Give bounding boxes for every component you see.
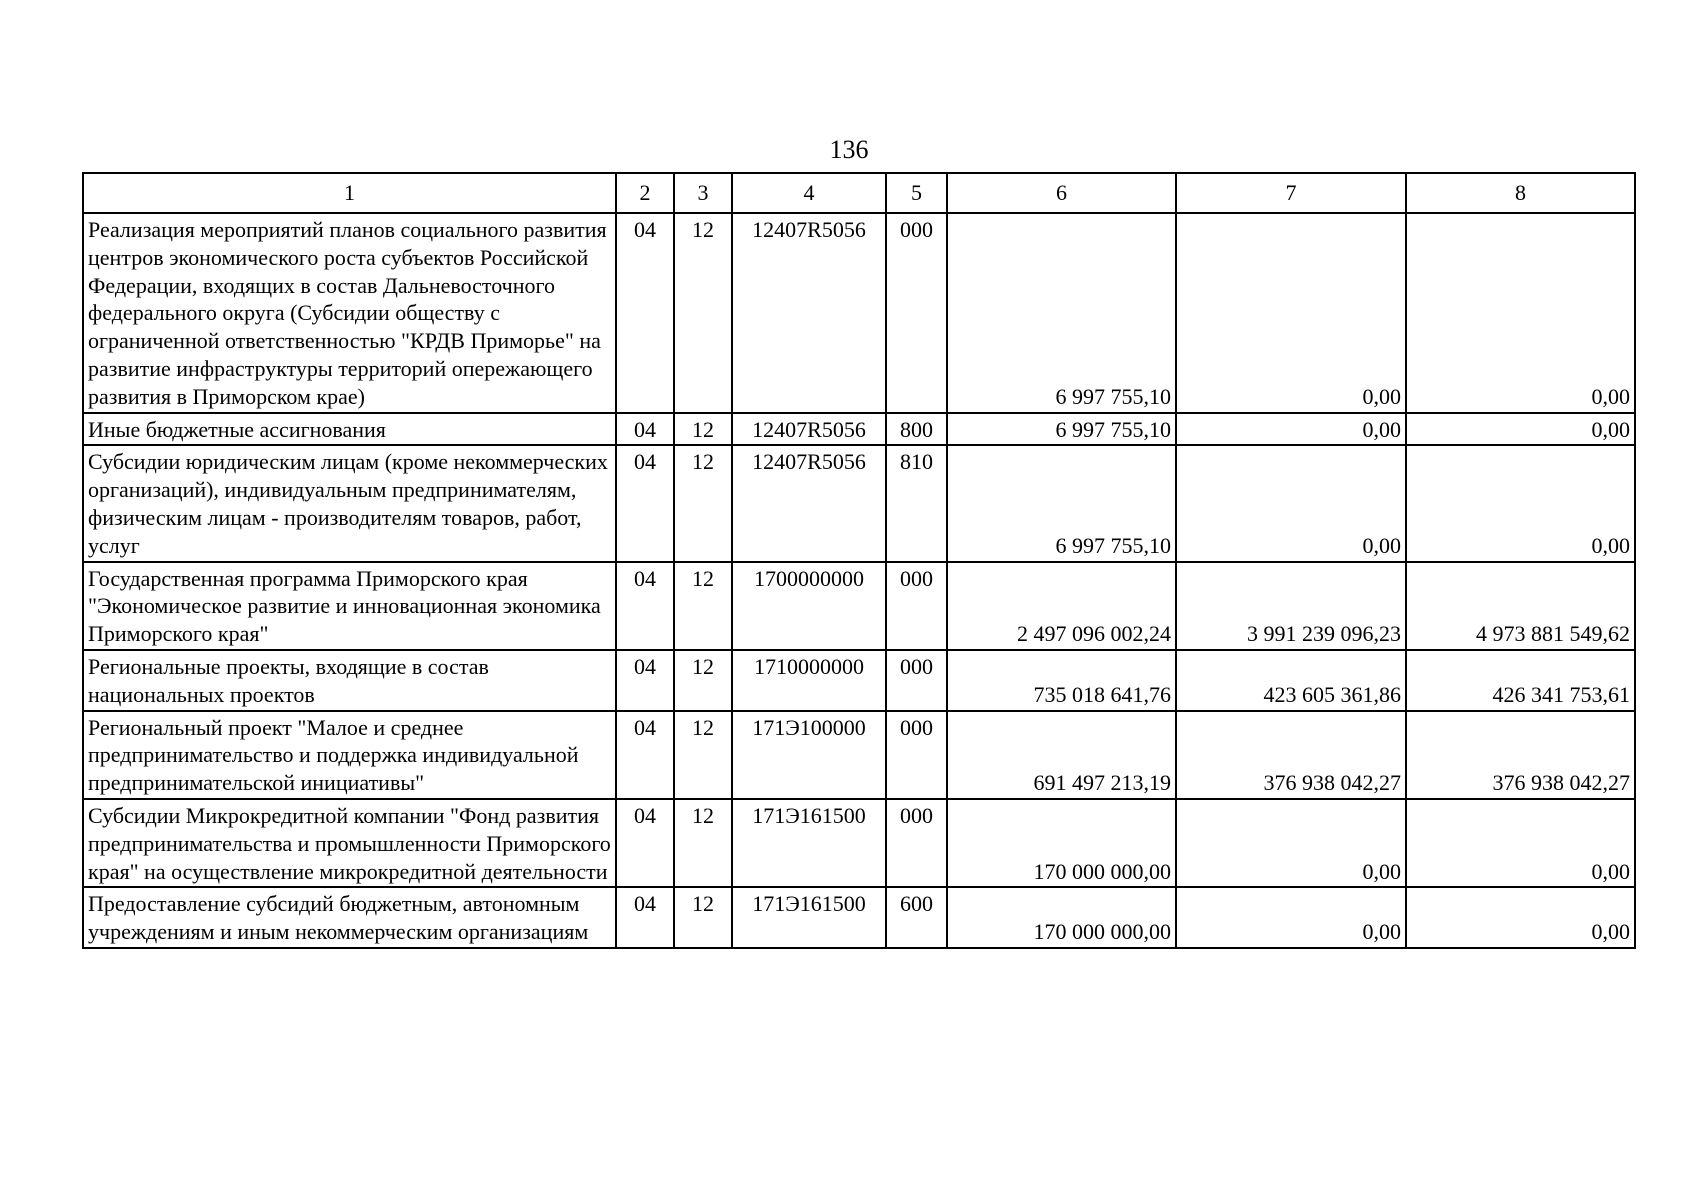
amount-col7: 423 605 361,86 — [1176, 650, 1406, 711]
table-row — [83, 799, 1635, 887]
section-code: 04 — [616, 413, 674, 446]
header-cell: 8 — [1406, 173, 1635, 213]
table-row — [83, 562, 1635, 650]
section-code: 04 — [616, 445, 674, 561]
header-cell: 6 — [947, 173, 1176, 213]
page-number: 136 — [829, 135, 869, 164]
amount-col7: 376 938 042,27 — [1176, 711, 1406, 799]
header-cell: 1 — [83, 173, 616, 213]
amount-col8: 0,00 — [1406, 887, 1635, 948]
amount-col8: 0,00 — [1406, 213, 1635, 413]
amount-col6: 735 018 641,76 — [947, 650, 1176, 711]
amount-col7: 0,00 — [1176, 413, 1406, 446]
item-name: Региональные проекты, входящие в состав национальных проектов — [83, 650, 616, 711]
amount-col7: 3 991 239 096,23 — [1176, 562, 1406, 650]
item-name: Реализация мероприятий планов социального развития центров экономического роста субъектов Российской Федерации, входящих в состав Дальневосточного федерального округа (Субсидии обществу с ограниченной ответственностью "КРДВ Приморье" на развитие инфраструктуры территорий опережающего развития в Приморском крае) — [83, 213, 616, 413]
item-name: Предоставление субсидий бюджетным, автономным учреждениям и иным некоммерческим организациям — [83, 887, 616, 948]
header-cell: 3 — [674, 173, 732, 213]
item-name: Иные бюджетные ассигнования — [83, 413, 616, 446]
header-cell: 2 — [616, 173, 674, 213]
header-cell: 7 — [1176, 173, 1406, 213]
amount-col6: 6 997 755,10 — [947, 413, 1176, 446]
amount-col6: 170 000 000,00 — [947, 887, 1176, 948]
target-article-code: 171Э161500 — [732, 799, 886, 887]
amount-col7: 0,00 — [1176, 213, 1406, 413]
expense-type-code: 000 — [886, 213, 947, 413]
expense-type-code: 000 — [886, 711, 947, 799]
table-row — [83, 445, 1635, 561]
amount-col7: 0,00 — [1176, 799, 1406, 887]
table-row — [83, 213, 1635, 413]
expense-type-code: 000 — [886, 650, 947, 711]
item-name: Субсидии юридическим лицам (кроме некоммерческих организаций), индивидуальным предпринимателям, физическим лицам - производителям товаров, работ, услуг — [83, 445, 616, 561]
budget-table — [82, 172, 1636, 949]
amount-col6: 6 997 755,10 — [947, 445, 1176, 561]
item-name: Региональный проект "Малое и среднее предпринимательство и поддержка индивидуальной предпринимательской инициативы" — [83, 711, 616, 799]
amount-col8: 376 938 042,27 — [1406, 711, 1635, 799]
target-article-code: 1710000000 — [732, 650, 886, 711]
amount-col8: 0,00 — [1406, 799, 1635, 887]
item-name: Государственная программа Приморского края "Экономическое развитие и инновационная экономика Приморского края" — [83, 562, 616, 650]
subsection-code: 12 — [674, 213, 732, 413]
expense-type-code: 810 — [886, 445, 947, 561]
table-row — [83, 887, 1635, 948]
subsection-code: 12 — [674, 562, 732, 650]
expense-type-code: 600 — [886, 887, 947, 948]
target-article-code: 12407R5056 — [732, 445, 886, 561]
expense-type-code: 800 — [886, 413, 947, 446]
section-code: 04 — [616, 650, 674, 711]
section-code: 04 — [616, 213, 674, 413]
amount-col8: 4 973 881 549,62 — [1406, 562, 1635, 650]
amount-col7: 0,00 — [1176, 887, 1406, 948]
subsection-code: 12 — [674, 650, 732, 711]
target-article-code: 171Э161500 — [732, 887, 886, 948]
expense-type-code: 000 — [886, 799, 947, 887]
amount-col6: 691 497 213,19 — [947, 711, 1176, 799]
section-code: 04 — [616, 799, 674, 887]
subsection-code: 12 — [674, 711, 732, 799]
section-code: 04 — [616, 562, 674, 650]
header-cell: 5 — [886, 173, 947, 213]
amount-col6: 6 997 755,10 — [947, 213, 1176, 413]
item-name: Субсидии Микрокредитной компании "Фонд развития предпринимательства и промышленности Приморского края" на осуществление микрокредитной деятельности — [83, 799, 616, 887]
subsection-code: 12 — [674, 799, 732, 887]
amount-col8: 0,00 — [1406, 445, 1635, 561]
table-row — [83, 650, 1635, 711]
subsection-code: 12 — [674, 445, 732, 561]
section-code: 04 — [616, 711, 674, 799]
table-row — [83, 413, 1635, 446]
target-article-code: 12407R5056 — [732, 213, 886, 413]
amount-col8: 426 341 753,61 — [1406, 650, 1635, 711]
subsection-code: 12 — [674, 413, 732, 446]
subsection-code: 12 — [674, 887, 732, 948]
target-article-code: 1700000000 — [732, 562, 886, 650]
target-article-code: 171Э100000 — [732, 711, 886, 799]
amount-col6: 170 000 000,00 — [947, 799, 1176, 887]
amount-col8: 0,00 — [1406, 413, 1635, 446]
target-article-code: 12407R5056 — [732, 413, 886, 446]
amount-col7: 0,00 — [1176, 445, 1406, 561]
header-cell: 4 — [732, 173, 886, 213]
table-row — [83, 711, 1635, 799]
header-row — [83, 173, 1635, 213]
expense-type-code: 000 — [886, 562, 947, 650]
amount-col6: 2 497 096 002,24 — [947, 562, 1176, 650]
section-code: 04 — [616, 887, 674, 948]
